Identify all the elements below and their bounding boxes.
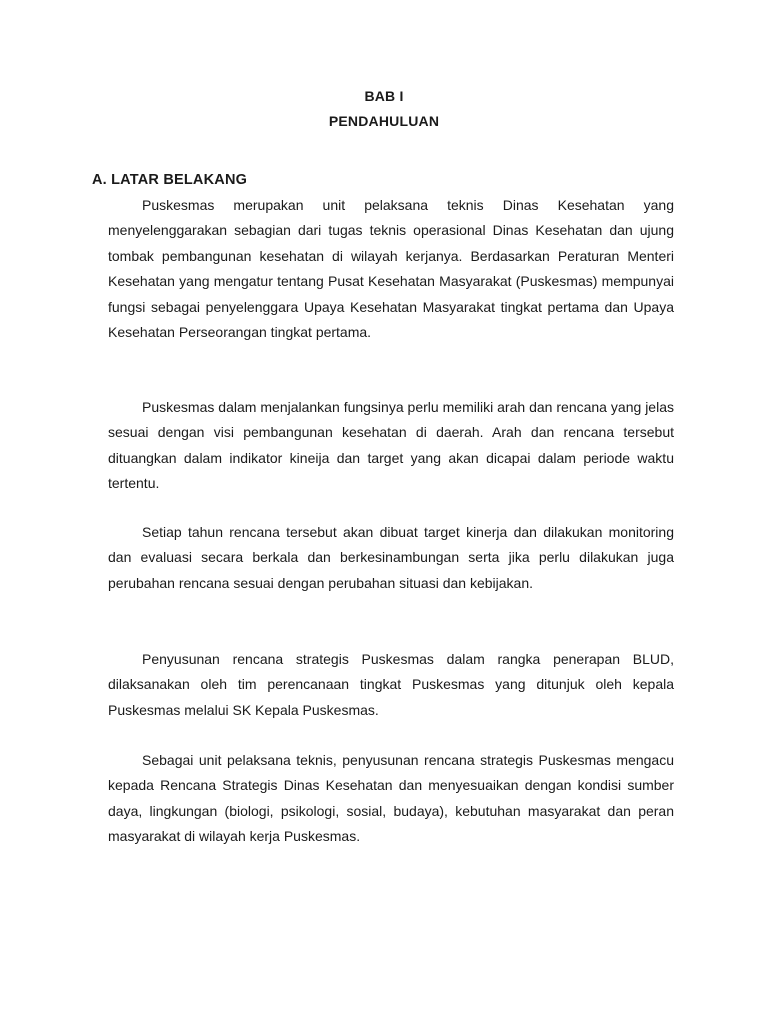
paragraph-3: Setiap tahun rencana tersebut akan dibuat target kinerja dan dilakukan monitoring dan evaluasi secara berkala dan berkesinambungan serta jika perlu dilakukan juga perubahan rencana sesuai dengan perubahan situasi dan kebijakan. [108,524,674,591]
paragraph-4: Penyusunan rencana strategis Puskesmas dalam rangka penerapan BLUD, dilaksanakan oleh tim perencanaan tingkat Puskesmas yang ditunjuk oleh kepala Puskesmas melalui SK Kepala Puskesmas. [108,651,674,718]
section-heading: A. LATAR BELAKANG [92,172,248,188]
paragraph-2: Puskesmas dalam menjalankan fungsinya perlu memiliki arah dan rencana yang jelas sesuai dengan visi pembangunan kesehatan di daerah. Arah dan rencana tersebut dituangkan dalam indikator kineija dan target yang akan dicapai dalam periode waktu tertentu. [108,399,674,492]
chapter-title: PENDAHULUAN [328,113,440,129]
paragraph-1: Puskesmas merupakan unit pelaksana teknis Dinas Kesehatan yang menyelenggarakan sebagian dari tugas teknis operasional Dinas Kesehatan dan ujung tombak pembangunan kesehatan di wilayah kerjanya. Berdasarkan Peraturan Menteri Kesehatan yang mengatur tentang Pusat Kesehatan Masyarakat (Puskesmas) mempunyai fungsi sebagai penyelenggara Upaya Kesehatan Masyarakat tingkat pertama dan Upaya Kesehatan Perseorangan tingkat pertama. [108,197,674,341]
chapter-number: BAB I [364,88,404,104]
paragraph-5: Sebagai unit pelaksana teknis, penyusunan rencana strategis Puskesmas mengacu kepada Rencana Strategis Dinas Kesehatan dan menyesuaikan dengan kondisi sumber daya, lingkungan (biologi, psikologi, sosial, budaya), kebutuhan masyarakat dan peran masyarakat di wilayah kerja Puskesmas. [108,752,674,845]
